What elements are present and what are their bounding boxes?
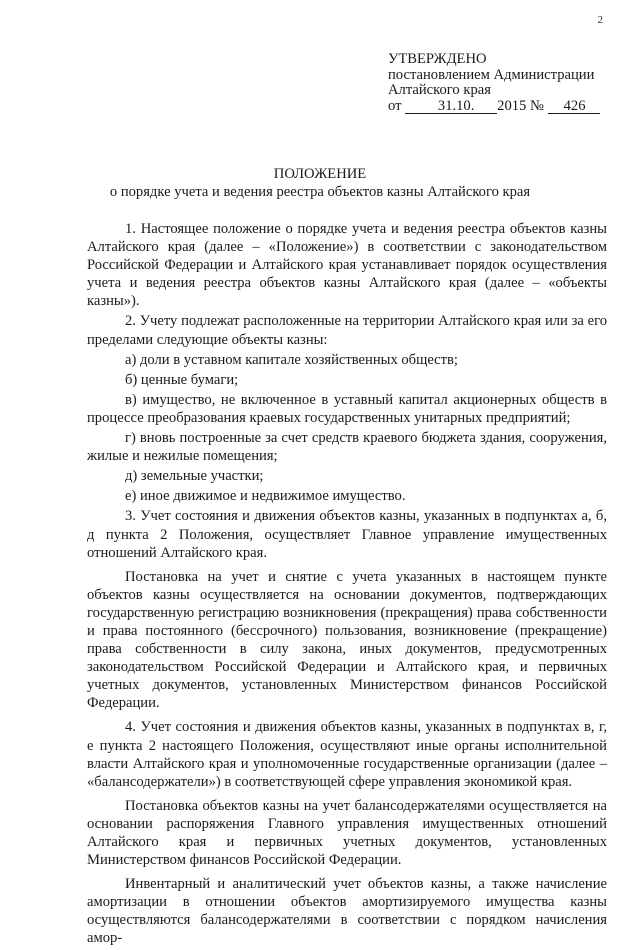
page-number: 2 [597,14,603,26]
paragraph: 1. Настоящее положение о порядке учета и ведения реестра объектов казны Алтайского края (далее – «Положение») в соответствии с законодательством Российской Федерации и Алтайского края устанавливает порядок осуществления учета и ведения реестра объектов казны Алтайского края (далее – «объекты казны»). [87,221,607,310]
approval-number: 426 [548,99,600,114]
paragraph: Постановка на учет и снятие с учета указанных в настоящем пункте объектов казны осуществляется на основании документов, подтверждающих государственную регистрацию возникновения (прекращения) права собственности и права постоянного (бессрочного) пользования, возникновение (прекращение) права собственности в силу закона, иных документов, предусмотренных законодательством Российской Федерации и Алтайского края, и первичных учетных документов, установленных Министерством финансов Российской Федерации. [87,568,607,712]
paragraph: 4. Учет состояния и движения объектов казны, указанных в подпунктах в, г, е пункта 2 настоящего Положения, осуществляют иные органы исполнительной власти Алтайского края и уполномоченные государственные организации (далее – «балансодержатели») в соответствующей сфере управления экономикой края. [87,719,607,790]
approval-date-prefix: от [388,97,402,114]
paragraph: Постановка объектов казны на учет балансодержателями осуществляется на основании распоряжения Главного управления имущественных отношений Алтайского края и первичных учетных документов, установленных Министерством финансов Российской Федерации. [87,797,607,869]
paragraph: г) вновь построенные за счет средств краевого бюджета здания, сооружения, жилые и нежилые помещения; [87,430,607,465]
paragraph: а) доли в уставном капитале хозяйственных обществ; [125,351,458,368]
paragraph: Инвентарный и аналитический учет объектов казны, а также начисление амортизации в отношении объектов амортизируемого имущества казны осуществляются балансодержателями в соответствии с порядком начисления амор- [87,876,607,947]
approval-line-2: Алтайского края [388,82,491,98]
paragraph: д) земельные участки; [125,468,264,485]
paragraph: б) ценные бумаги; [125,371,239,388]
document-title: ПОЛОЖЕНИЕ [273,166,367,182]
paragraph: 3. Учет состояния и движения объектов казны, указанных в подпунктах а, б, д пункта 2 Положения, осуществляет Главное управление имущественных отношений Алтайского края. [87,508,607,561]
paragraph: 2. Учету подлежат расположенные на территории Алтайского края или за его пределами следующие объекты казны: [87,313,607,348]
document-body [87,220,607,950]
approval-stamp [388,52,618,114]
paragraph: е) иное движимое и недвижимое имущество. [125,488,406,505]
approval-date: 31.10. [405,99,497,114]
approval-line-1: постановлением Администрации [388,66,595,83]
approval-year: 2015 № [497,97,544,114]
approval-heading: УТВЕРЖДЕНО [388,51,487,67]
approval-date-line [388,99,618,115]
document-subtitle: о порядке учета и ведения реестра объектов казны Алтайского края [109,184,531,200]
paragraph: в) имущество, не включенное в уставный капитал акционерных обществ в процессе преобразования краевых государственных унитарных предприятий; [87,391,607,426]
